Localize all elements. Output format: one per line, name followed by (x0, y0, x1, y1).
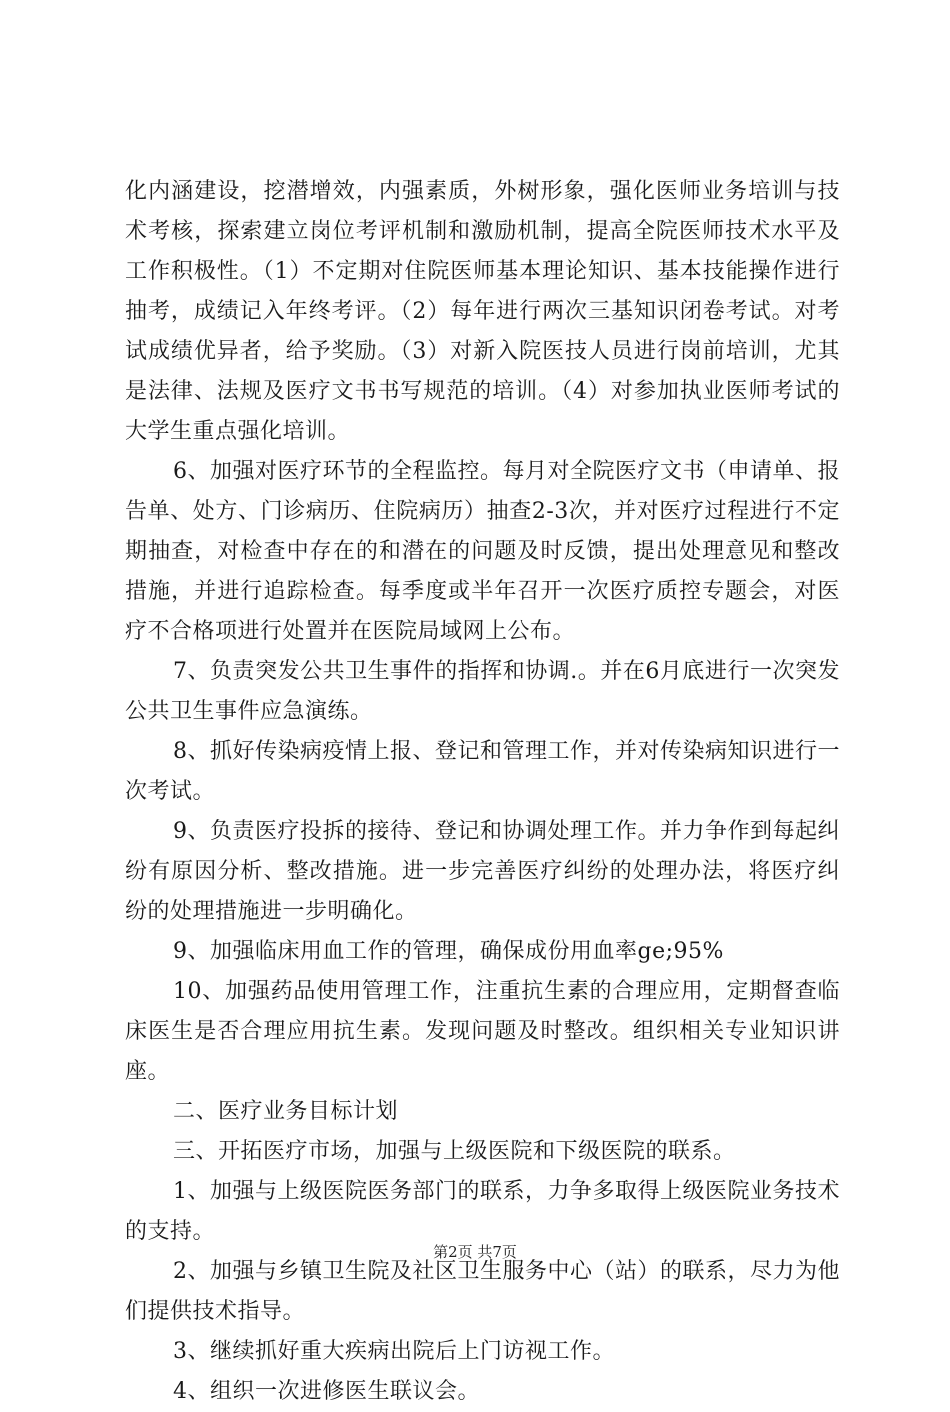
section-heading-2: 二、医疗业务目标计划 (173, 1099, 399, 1124)
paragraph-item-7: 7、负责突发公共卫生事件的指挥和协调.。并在6月底进行一次突发公共卫生事件应急演练。 (125, 659, 840, 724)
paragraph-sub-1: 1、加强与上级医院医务部门的联系，力争多取得上级医院业务技术的支持。 (125, 1179, 840, 1244)
paragraph-item-9a: 9、负责医疗投拆的接待、登记和协调处理工作。并力争作到每起纠纷有原因分析、整改措施。进一步完善医疗纠纷的处理办法，将医疗纠纷的处理措施进一步明确化。 (125, 819, 840, 924)
paragraph-continuation: 化内涵建设，挖潜增效，内强素质，外树形象，强化医师业务培训与技术考核，探索建立岗位考评机制和激励机制，提高全院医师技术水平及工作积极性。（1）不定期对住院医师基本理论知识、基本技能操作进行抽考，成绩记入年终考评。（2）每年进行两次三基知识闭卷考试。对考试成绩优异者，给予奖励。（3）对新入院医技人员进行岗前培训，尤其是法律、法规及医疗文书书写规范的培训。（4）对参加执业医师考试的大学生重点强化培训。 (125, 179, 840, 444)
section-heading-3: 三、开拓医疗市场，加强与上级医院和下级医院的联系。 (173, 1139, 736, 1164)
paragraph-sub-2: 2、加强与乡镇卫生院及社区卫生服务中心（站）的联系，尽力为他们提供技术指导。 (125, 1259, 840, 1324)
paragraph-item-6: 6、加强对医疗环节的全程监控。每月对全院医疗文书（申请单、报告单、处方、门诊病历、住院病历）抽查2-3次，并对医疗过程进行不定期抽查，对检查中存在的和潜在的问题及时反馈，提出处理意见和整改措施，并进行追踪检查。每季度或半年召开一次医疗质控专题会，对医疗不合格项进行处置并在医院局域网上公布。 (125, 459, 840, 644)
document-body (125, 172, 840, 1412)
page-number-footer: 第2页 共7页 (433, 1243, 517, 1261)
paragraph-sub-3: 3、继续抓好重大疾病出院后上门访视工作。 (173, 1339, 615, 1364)
paragraph-item-9b: 9、加强临床用血工作的管理，确保成份用血率ge;95% (173, 939, 724, 964)
paragraph-item-8: 8、抓好传染病疫情上报、登记和管理工作，并对传染病知识进行一次考试。 (125, 739, 840, 804)
paragraph-item-10: 10、加强药品使用管理工作，注重抗生素的合理应用，定期督查临床医生是否合理应用抗生素。发现问题及时整改。组织相关专业知识讲座。 (125, 979, 840, 1084)
paragraph-sub-4: 4、组织一次进修医生联议会。 (173, 1379, 480, 1404)
